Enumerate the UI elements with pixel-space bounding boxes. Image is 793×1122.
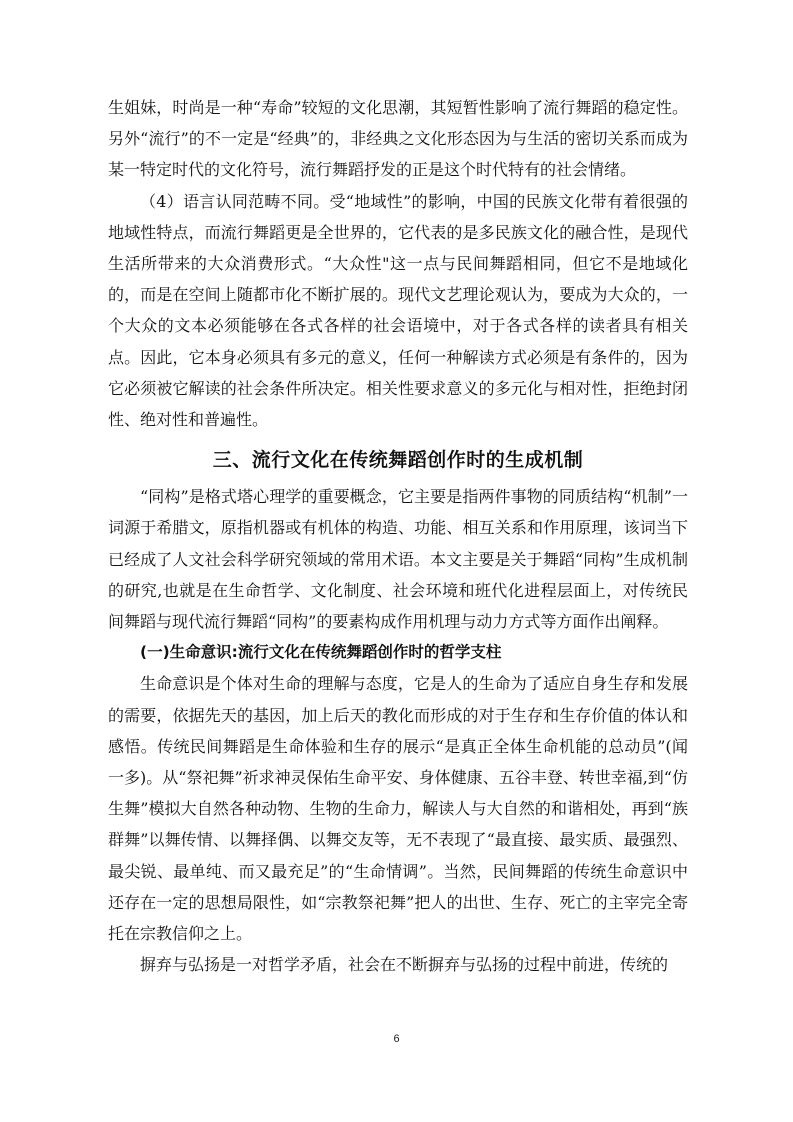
paragraph-continuation: 生姐妹，时尚是一种“寿命”较短的文化思潮，其短暂性影响了流行舞蹈的稳定性。另外“流行”的不一定是“经典”的，非经典之文化形态因为与生活的密切关系而成为某一特定时代的文化符号，流行舞蹈抒发的正是这个时代特有的社会情绪。 <box>108 98 688 180</box>
document-body <box>108 92 688 980</box>
paragraph-language-identity: （4）语言认同范畴不同。受“地域性”的影响，中国的民族文化带有着很强的地域性特点，而流行舞蹈更是全世界的，它代表的是多民族文化的融合性，是现代生活所带来的大众消费形式。“大众性"这一点与民间舞蹈相同，但它不是地域化的，而是在空间上随都市化不断扩展的。现代文艺理论观认为，要成为大众的，一个大众的文本必须能够在各式各样的社会语境中，对于各式各样的读者具有相关点。因此，它本身必须具有多元的意义，任何一种解读方式必须是有条件的，因为它必须被它解读的社会条件所决定。相关性要求意义的多元化与相对性，拒绝封闭性、绝对性和普遍性。 <box>108 191 688 430</box>
paragraph-life-consciousness: 生命意识是个体对生命的理解与态度，它是人的生命为了适应自身生存和发展的需要，依据先天的基因，加上后天的教化而形成的对于生存和生存价值的体认和感悟。传统民间舞蹈是生命体验和生存的展示“是真正全体生命机能的总动员”(闻一多)。从“祭祀舞”祈求神灵保佑生命平安、身体健康、五谷丰登、转世幸福,到“仿生舞”模拟大自然各种动物、生物的生命力，解读人与大自然的和谐相处，再到“族群舞”以舞传情、以舞择偶、以舞交友等，无不表现了“最直接、最实质、最强烈、最尖锐、最单纯、而又最充足”的“生命情调”。当然，民间舞蹈的传统生命意识中还存在一定的思想局限性，如“宗教祭祀舞”把人的出世、生存、死亡的主宰完全寄托在宗教信仰之上。 <box>108 674 688 944</box>
section-heading: 三、流行文化在传统舞蹈创作时的生成机制 <box>212 449 584 472</box>
paragraph-abandon-promote: 摒弃与弘扬是一对哲学矛盾，社会在不断摒弃与弘扬的过程中前进，传统的 <box>140 955 669 975</box>
page-number: 6 <box>393 1033 400 1045</box>
subsection-heading: (一)生命意识:流行文化在传统舞蹈创作时的哲学支柱 <box>140 643 502 662</box>
paragraph-isomorphism: “同构”是格式塔心理学的重要概念，它主要是指两件事物的同质结构“机制”一词源于希腊文，原指机器或有机体的构造、功能、相互关系和作用原理，该词当下已经成了人文社会科学研究领域的常用术语。本文主要是关于舞蹈“同构”生成机制的研究,也就是在生命哲学、文化制度、社会环境和班代化进程层面上，对传统民间舞蹈与现代流行舞蹈“同构”的要素构成作用机理与动力方式等方面作出阐释。 <box>108 487 688 632</box>
